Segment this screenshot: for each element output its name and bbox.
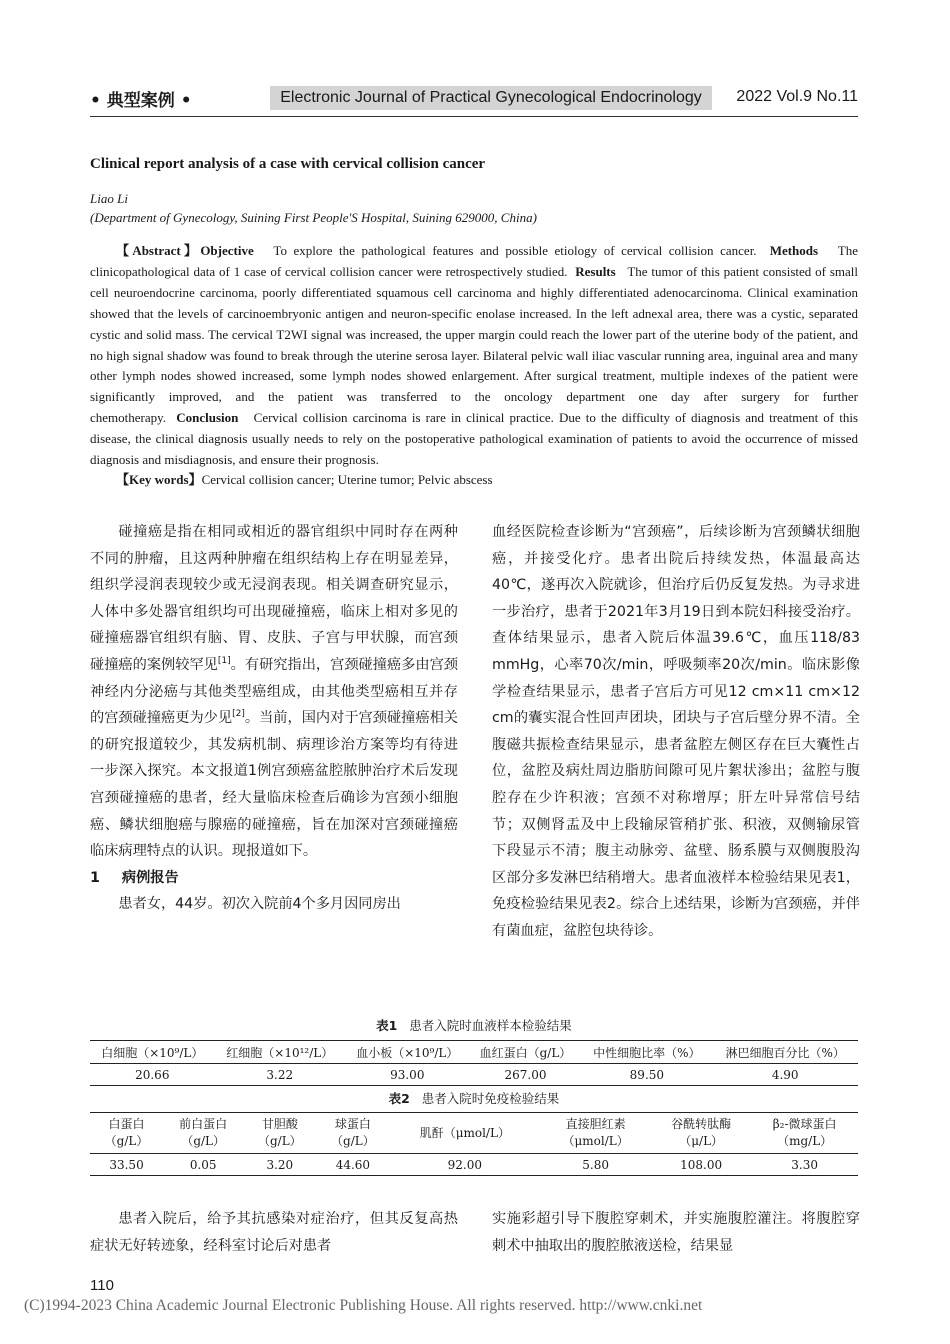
table2-header bbox=[163, 1113, 243, 1154]
citation-1[interactable]: [1] bbox=[217, 655, 231, 666]
table2-header bbox=[540, 1113, 651, 1154]
conclusion-text: Cervical collision carcinoma is rare in clinical practice. Due to the difficulty of diagnosis and treatment of this disease, the clinical diagnosis usually needs to rely on the postoperative pathological examination of patients to avoid the occurrence of missed diagnosis and misdiagnosis, and ensure their prognosis. bbox=[90, 410, 859, 468]
table1-cell: 89.50 bbox=[629, 1067, 665, 1082]
keywords-text: Cervical collision cancer; Uterine tumor; Pelvic abscess bbox=[201, 472, 493, 487]
table2-header-name: 白蛋白 bbox=[108, 1117, 145, 1131]
table2-header bbox=[751, 1113, 858, 1154]
table2-cell: 44.60 bbox=[335, 1157, 371, 1172]
english-keywords bbox=[90, 469, 858, 488]
table2-header bbox=[243, 1113, 316, 1154]
intro-text-c: 。当前，国内对于宫颈碰撞癌相关的研究报道较少，其发病机制、病理诊治方案等均有待进一步深入探究。本文报道1例宫颈癌盆腔脓肿治疗术后发现宫颈碰撞癌的患者，经大量临床检查后确诊为宫颈小细胞癌、鳞状细胞癌与腺癌的碰撞癌，旨在加深对宫颈碰撞癌临床病理特点的认识。现报道如下。 bbox=[90, 710, 458, 860]
objective-text: To explore the pathological features and possible etiology of cervical collision cancer. bbox=[273, 243, 757, 258]
citation-2[interactable]: [2] bbox=[232, 709, 245, 720]
table2-header-name: 球蛋白 bbox=[334, 1117, 371, 1131]
methods-label: Methods bbox=[769, 243, 819, 258]
table1-header: 白细胞（×10⁹/L） bbox=[90, 1041, 215, 1064]
case-paragraph-continued: 血经医院检查诊断为“宫颈癌”，后续诊断为宫颈鳞状细胞癌，并接受化疗。患者出院后持续发热，体温最高达40℃，遂再次入院就诊，但治疗后仍反复发热。为寻求进一步治疗，患者于2021年3月19日到本院妇科接受治疗。查体结果显示，患者入院后体温39.6℃，血压118/83 mmHg，心率70次/min，呼吸频率20次/min。临床影像学检查结果显示，患者子宫后方可见12 cm×11 cm×12 cm的囊实混合性回声团块，团块与子宫后壁分界不清。全腹磁共振检查结果显示，患者盆腔左侧区存在巨大囊性占位，盆腔及病灶周边脂肪间隙可见片絮状渗出；盆腔与腹腔存在少许积液；宫颈不对称增厚；肝左叶异常信号结节；双侧肾盂及中上段输尿管稍扩张、积液，双侧输尿管下段显示不清；腹主动脉旁、盆壁、肠系膜与双侧腹股沟区部分多发淋巴结稍增大。患者血液样本检验结果见表1，免疫检验结果见表2。综合上述结果，诊断为宫颈癌，并伴有菌血症，盆腔包块待诊。 bbox=[492, 524, 860, 939]
table2-immune-results bbox=[90, 1112, 858, 1176]
table1-label: 表1 bbox=[376, 1018, 398, 1033]
table1-cell: 3.22 bbox=[266, 1067, 294, 1082]
table2-header-unit: （mg/L） bbox=[777, 1134, 833, 1148]
table1-value-row bbox=[90, 1064, 858, 1086]
table1-cell: 267.00 bbox=[504, 1067, 547, 1082]
table1-caption bbox=[90, 1016, 858, 1034]
table1-header: 中性细胞比率（%） bbox=[581, 1041, 712, 1064]
objective-label: Objective bbox=[200, 243, 254, 258]
table2-cell: 92.00 bbox=[447, 1157, 482, 1172]
table2-header-name: 甘胆酸 bbox=[261, 1117, 298, 1131]
table2-value-row bbox=[90, 1154, 858, 1176]
table2-header-name: 肌酐（μmol/L） bbox=[419, 1125, 510, 1140]
table1-header: 淋巴细胞百分比（%） bbox=[712, 1041, 858, 1064]
intro-text-a: 碰撞癌是指在相同或相近的器官组织中同时存在两种不同的肿瘤，且这两种肿瘤在组织结构上存在明显差异，组织学浸润表现较少或无浸润表现。相关调查研究显示，人体中多处器官组织均可出现碰撞癌，临床上相对多见的碰撞癌器官组织有脑、胃、皮肤、子宫与甲状腺，而宫颈碰撞癌的案例较罕见 bbox=[90, 524, 458, 673]
page-number: 110 bbox=[90, 1277, 114, 1294]
body-column-right bbox=[492, 519, 860, 945]
table2-cell: 33.50 bbox=[109, 1157, 144, 1172]
table2-header-unit: （g/L） bbox=[181, 1134, 226, 1148]
table1-blood-results bbox=[90, 1040, 858, 1086]
table2-header bbox=[389, 1113, 540, 1154]
table2-caption bbox=[90, 1089, 858, 1107]
results-label: Results bbox=[575, 263, 616, 279]
body-column-bottom-right bbox=[492, 1206, 860, 1259]
english-affiliation: (Department of Gynecology, Suining First People'S Hospital, Suining 629000, China) bbox=[90, 210, 537, 225]
section-title: 病例报告 bbox=[121, 869, 179, 886]
table2-header-unit: （g/L） bbox=[331, 1134, 375, 1148]
treatment-paragraph: 患者入院后，给予其抗感染对症治疗，但其反复高热症状无好转迹象，经科室讨论后对患者 bbox=[90, 1211, 458, 1254]
table1-header-row bbox=[90, 1041, 858, 1064]
table1-cell: 93.00 bbox=[390, 1067, 425, 1082]
table1-cell: 20.66 bbox=[135, 1067, 170, 1082]
table1-header: 红细胞（×10¹²/L） bbox=[215, 1041, 345, 1064]
section-heading bbox=[90, 865, 458, 892]
copyright-notice: (C)1994-2023 China Academic Journal Electronic Publishing House. All rights reserved. http://www.cnki.net bbox=[24, 1297, 703, 1314]
english-abstract bbox=[90, 241, 858, 471]
intro-paragraph bbox=[90, 519, 458, 865]
english-author: Liao Li bbox=[90, 191, 128, 206]
case-paragraph-start: 患者女，44岁。初次入院前4个多月因同房出 bbox=[118, 896, 401, 913]
table2-header-row bbox=[90, 1113, 858, 1154]
journal-volume: 2022 Vol.9 No.11 bbox=[736, 88, 858, 105]
table2-header-name: β₂-微球蛋白 bbox=[772, 1117, 837, 1131]
table2-header-name: 直接胆红素 bbox=[565, 1117, 626, 1131]
table2-header-name: 谷酰转肽酶 bbox=[671, 1117, 732, 1131]
table2-header-unit: （g/L） bbox=[257, 1134, 302, 1148]
table1-header: 血小板（×10⁹/L） bbox=[345, 1041, 470, 1064]
table2-label: 表2 bbox=[388, 1091, 410, 1106]
table2-header-name: 前白蛋白 bbox=[179, 1117, 228, 1131]
table2-title: 患者入院时免疫检验结果 bbox=[421, 1091, 560, 1106]
table2-header-unit: （μmol/L） bbox=[562, 1134, 629, 1148]
header-divider bbox=[90, 116, 858, 117]
conclusion-label: Conclusion bbox=[176, 410, 239, 426]
results-text: The tumor of this patient consisted of small cell neuroendocrine carcinoma, poorly differentiated squamous cell carcinoma and highly differentiated adenocarcinoma. Clinical examination showed that the levels of carcinoembryonic antigen and neuron-specific enolase increased. In the left adnexal area, there was a cystic, separated cystic and solid mass. The cervical T2WI signal was increased, the upper margin could reach the lower part of the uterine body of the patient, and no high signal shadow was found to break through the uterine serosa layer. Bilateral pelvic wall iliac vascular running area, inguinal area and many other lymph nodes showed increased, some lymph nodes showed enlargement. After surgical treatment, multiple indexes of the patient were significantly improved, and the patient was transferred to the oncology department one day after surgery for further chemotherapy. bbox=[90, 263, 859, 426]
keywords-label: 【Key words】 bbox=[116, 472, 202, 487]
english-title: Clinical report analysis of a case with cervical collision cancer bbox=[90, 156, 486, 172]
treatment-paragraph-continued: 实施彩超引导下腹腔穿刺术，并实施腹腔灌注。将腹腔穿刺术中抽取出的腹腔脓液送检，结果显 bbox=[492, 1211, 860, 1254]
table2-cell: 3.30 bbox=[791, 1157, 818, 1172]
intro-text-b: 。有研究指出，宫颈碰撞癌多由宫颈神经内分泌癌与其他类型癌组成，由其他类型癌相互并存的宫颈碰撞癌更为少见 bbox=[90, 656, 458, 727]
table2-header-unit: （μ/L） bbox=[679, 1134, 724, 1148]
table1-title: 患者入院时血液样本检验结果 bbox=[409, 1018, 572, 1033]
abstract-label: 【Abstract】 bbox=[116, 243, 201, 258]
body-column-left bbox=[90, 519, 458, 918]
table1-header: 血红蛋白（g/L） bbox=[470, 1041, 582, 1064]
table2-cell: 108.00 bbox=[680, 1157, 723, 1172]
section-label: • 典型案例 • bbox=[90, 91, 192, 111]
table2-header bbox=[316, 1113, 389, 1154]
table2-header-unit: （g/L） bbox=[104, 1134, 149, 1148]
body-column-bottom-left bbox=[90, 1206, 458, 1259]
journal-name: Electronic Journal of Practical Gynecological Endocrinology bbox=[270, 86, 712, 110]
section-number: 1 bbox=[90, 869, 100, 886]
table2-cell: 3.20 bbox=[266, 1157, 294, 1172]
table2-cell: 5.80 bbox=[582, 1157, 609, 1172]
table2-cell: 0.05 bbox=[189, 1157, 217, 1172]
table1-cell: 4.90 bbox=[771, 1067, 799, 1082]
table2-header bbox=[651, 1113, 751, 1154]
table2-header bbox=[90, 1113, 163, 1154]
methods-text: The clinicopathological data of 1 case of cervical collision cancer were retrospectively studied. bbox=[90, 243, 858, 279]
